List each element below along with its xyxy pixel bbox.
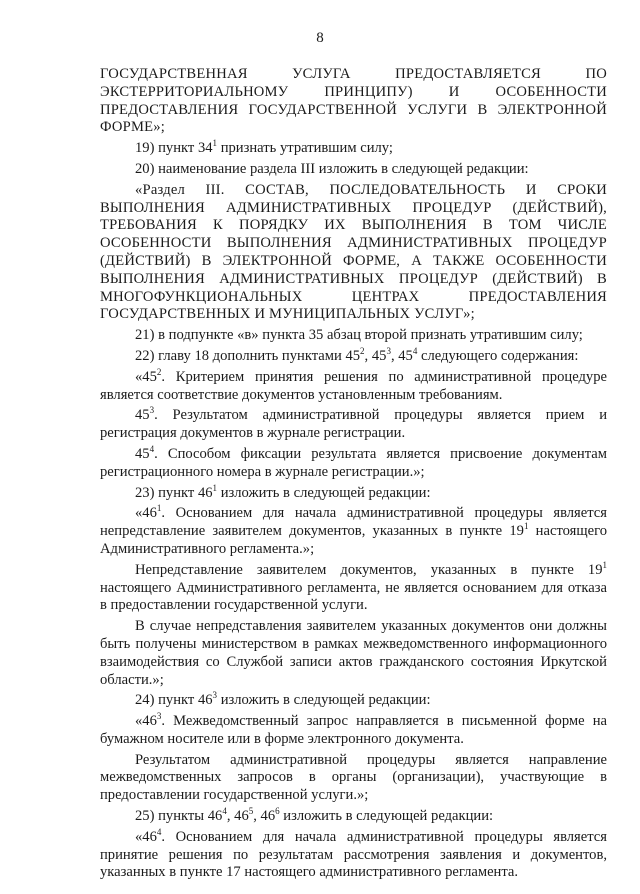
paragraph-text: изложить в следующей редакции: — [217, 692, 431, 709]
paragraph — [100, 345, 607, 366]
paragraph — [100, 808, 607, 826]
paragraph-text: «Раздел III. СОСТАВ, ПОСЛЕДОВАТЕЛЬНОСТЬ И СРОКИ ВЫПОЛНЕНИЯ АДМИНИСТРАТИВНЫХ ПРОЦЕДУР (ДЕЙСТВИЙ), ТРЕБОВАНИЯ К ПОРЯДКУ ИХ ВЫПОЛНЕНИЯ В ТОМ ЧИСЛЕ ОСОБЕННОСТИ ВЫПОЛНЕНИЯ АДМИНИСТРАТИВНЫХ ПРОЦЕДУР (ДЕЙСТВИЙ) В ЭЛЕКТРОННОЙ ФОРМЕ, А ТАКЖЕ ОСОБЕННОСТИ ВЫПОЛНЕНИЯ АДМИНИСТРАТИВНЫХ ПРОЦЕДУР (ДЕЙСТВИЙ) В МНОГОФУНКЦИОНАЛЬНЫХ ЦЕНТРАХ ПРЕДОСТАВЛЕНИЯ ГОСУДАРСТВЕННЫХ И МУНИЦИПАЛЬНЫХ УСЛУГ»; — [100, 181, 607, 323]
paragraph-text: «46 — [135, 505, 157, 522]
paragraph-text: «46 — [135, 713, 157, 730]
paragraph-text: , 46 — [226, 808, 249, 825]
superscript-index: 4 — [156, 826, 162, 837]
paragraph — [100, 443, 607, 482]
paragraph-text: «45 — [135, 368, 157, 385]
paragraph-text: В случае непредставления заявителем указанных документов они должны быть получены министерством в рамках межведомственного информационного взаимодействия со Службой записи актов гражданского состояния Иркутской области.»; — [100, 618, 607, 688]
paragraph-text: . Основанием для начала административной процедуры является принятие решения по результатам рассмотрения заявления и документов, указанных в пункте 17 настоящего административного регламента. — [100, 828, 607, 881]
paragraph-text: , 45 — [364, 347, 387, 364]
paragraph-text: , 45 — [390, 347, 413, 364]
superscript-index: 3 — [386, 345, 391, 356]
superscript-index: 1 — [602, 559, 607, 570]
superscript-index: 1 — [156, 503, 162, 514]
paragraph-text: Результатом административной процедуры является направление межведомственных запросов в органы (организации), участвующие в предоставлении государственной услуги.»; — [100, 751, 607, 804]
paragraph-text: изложить в следующей редакции: — [217, 484, 431, 501]
superscript-index: 2 — [156, 366, 162, 377]
paragraph — [100, 482, 607, 503]
paragraph-text: . Межведомственный запрос направляется в письменной форме на бумажном носителе или в форме электронного документа. — [100, 713, 607, 747]
paragraph — [100, 182, 607, 324]
document-body — [100, 66, 607, 885]
paragraph-text: 25) пункты 46 — [135, 808, 223, 825]
paragraph — [100, 559, 607, 615]
paragraph-text: «46 — [135, 828, 157, 845]
superscript-index: 5 — [248, 806, 254, 817]
paragraph — [100, 505, 607, 558]
paragraph — [100, 407, 607, 443]
paragraph-text: 22) главу 18 дополнить пунктами 45 — [135, 347, 361, 364]
paragraph-text: изложить в следующей редакции: — [279, 808, 494, 825]
superscript-index: 4 — [412, 345, 418, 356]
paragraph-text: . Способом фиксации результата является присвоение документам регистрационного номера в журнале регистрации.»; — [100, 445, 607, 480]
paragraph-text: ГОСУДАРСТВЕННАЯ УСЛУГА ПРЕДОСТАВЛЯЕТСЯ ПО ЭКСТЕРРИТОРИАЛЬНОМУ ПРИНЦИПУ) И ОСОБЕННОСТИ ПРЕДОСТАВЛЕНИЯ ГОСУДАРСТВЕННОЙ УСЛУГИ В ЭЛЕКТРОННОЙ ФОРМЕ»; — [100, 66, 607, 136]
superscript-index: 4 — [222, 806, 227, 817]
paragraph — [100, 161, 607, 179]
paragraph — [100, 366, 607, 405]
paragraph-text: 24) пункт 46 — [135, 692, 213, 709]
superscript-index: 3 — [149, 405, 155, 416]
superscript-index: 1 — [523, 521, 529, 532]
superscript-index: 6 — [275, 806, 280, 817]
paragraph-text: . Критерием принятия решения по административной процедуре является соответствие документов установленным требованиям. — [100, 368, 607, 403]
paragraph-text: Непредставление заявителем документов, указанных в пункте 19 — [135, 561, 603, 578]
paragraph-text: 23) пункт 46 — [135, 484, 213, 501]
paragraph-text: 20) наименование раздела III изложить в следующей редакции: — [135, 160, 529, 177]
superscript-index: 3 — [156, 711, 162, 722]
paragraph-text: . Результатом административной процедуры является прием и регистрация документов в журнале регистрации. — [100, 407, 607, 442]
page-number: 8 — [316, 30, 324, 46]
paragraph-text: 21) в подпункте «в» пункта 35 абзац второй признать утратившим силу; — [135, 327, 583, 344]
paragraph-text: настоящего Административного регламента, не является основанием для отказа в предоставлении государственной услуги. — [100, 579, 607, 614]
paragraph — [100, 327, 607, 345]
paragraph — [100, 618, 607, 689]
paragraph — [100, 826, 607, 882]
paragraph — [100, 752, 607, 805]
paragraph-text: признать утратившим силу; — [217, 140, 393, 157]
superscript-index: 3 — [212, 690, 218, 701]
paragraph-text: , 46 — [253, 808, 276, 825]
paragraph-text: настоящего Административного регламента.»; — [100, 523, 607, 557]
paragraph-text: 19) пункт 34 — [135, 140, 213, 157]
superscript-index: 2 — [360, 345, 365, 356]
superscript-index: 4 — [149, 443, 155, 454]
paragraph — [100, 140, 607, 158]
paragraph — [100, 66, 607, 137]
superscript-index: 1 — [212, 138, 218, 149]
paragraph — [100, 692, 607, 710]
paragraph-text: 45 — [135, 445, 150, 462]
paragraph-text: следующего содержания: — [417, 347, 579, 364]
superscript-index: 1 — [212, 482, 218, 493]
paragraph-text: 45 — [135, 407, 150, 424]
paragraph-text: . Основанием для начала административной процедуры является непредставление заявителем документов, указанных в пункте 19 — [100, 505, 607, 540]
paragraph — [100, 713, 607, 749]
